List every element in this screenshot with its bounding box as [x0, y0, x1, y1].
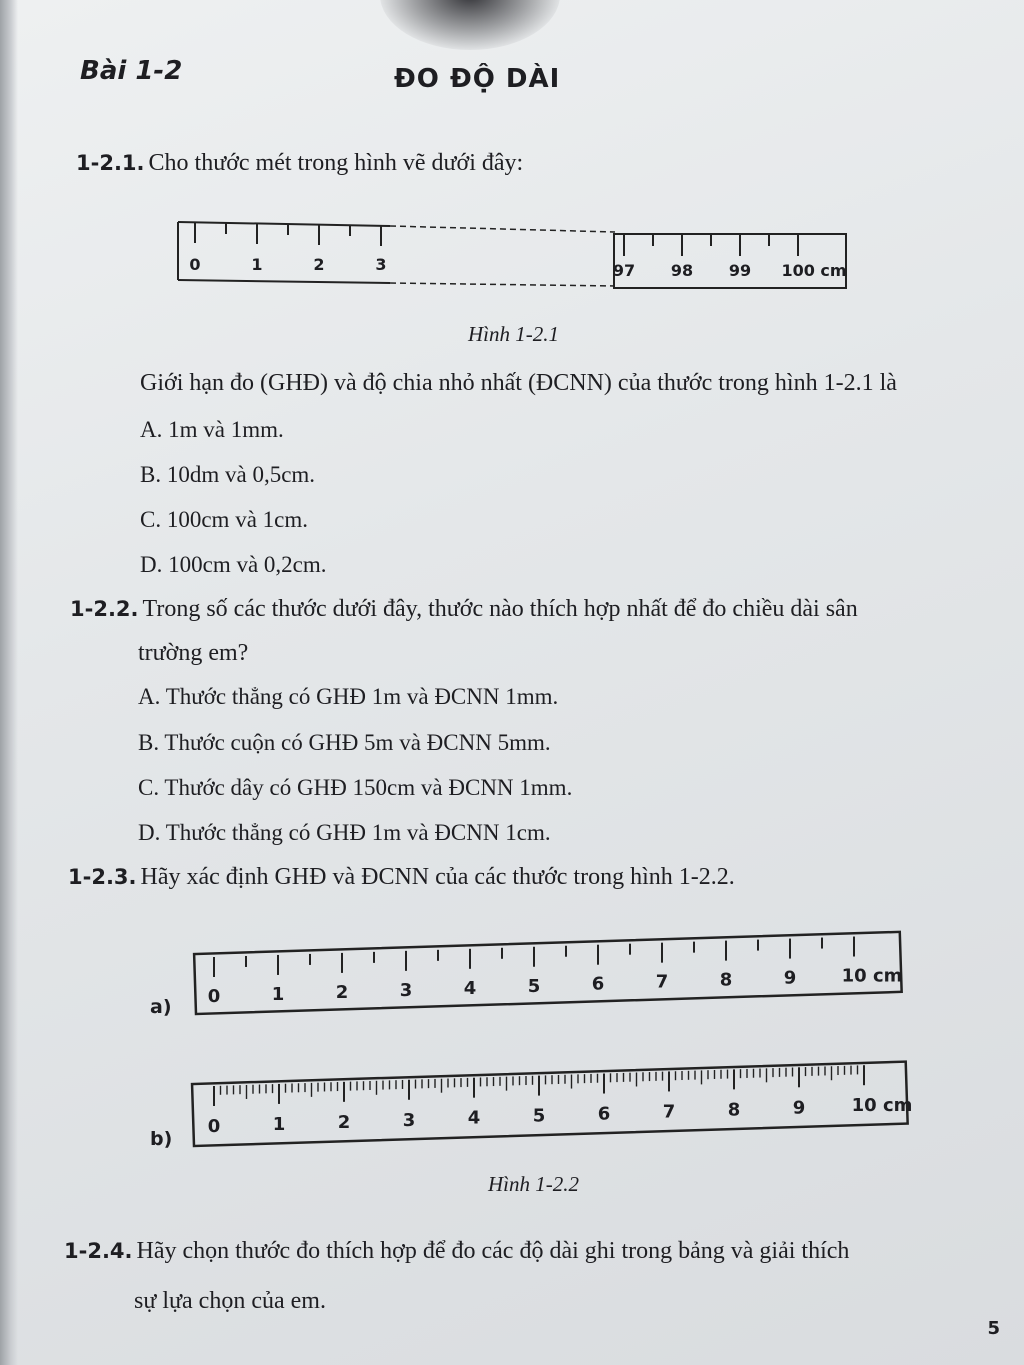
question-number: 1-2.4.	[64, 1239, 133, 1263]
tick-label: 2	[337, 1111, 351, 1133]
question-3-heading	[68, 864, 735, 891]
ruler-bottom-edge	[178, 280, 390, 283]
tick-label: 1	[251, 255, 263, 274]
tick-label: 97	[612, 261, 636, 280]
question-4-line2: sự lựa chọn của em.	[134, 1288, 326, 1314]
tick-label: 6	[591, 973, 605, 995]
ruler-dashed-bottom	[390, 283, 615, 286]
tick-label: 5	[527, 975, 541, 997]
tick-label: 4	[463, 977, 477, 999]
tick-label: 8	[727, 1099, 741, 1121]
ruler-a-label: a)	[150, 996, 172, 1018]
question-text: Trong số các thước dưới đây, thước nào thích hợp nhất để đo chiều dài sân	[142, 596, 858, 622]
tick-label: 0	[207, 1116, 221, 1137]
tick-label: 1	[272, 1113, 286, 1135]
question-2-heading	[70, 596, 858, 623]
tick-label: 2	[313, 255, 325, 274]
question-text: Hãy xác định GHĐ và ĐCNN của các thước trong hình 1-2.2.	[140, 864, 735, 890]
q2-option-a: A. Thước thẳng có GHĐ 1m và ĐCNN 1mm.	[138, 684, 559, 709]
tick-label: 2	[335, 981, 349, 1003]
question-text: Hãy chọn thước đo thích hợp để đo các độ dài ghi trong bảng và giải thích	[136, 1238, 850, 1264]
question-2-line2: trường em?	[138, 640, 249, 666]
ruler-b	[192, 1062, 912, 1146]
tick-label: 99	[728, 261, 752, 280]
q1-option-c: C. 100cm và 1cm.	[140, 507, 308, 532]
question-number: 1-2.2.	[70, 597, 139, 621]
ruler-b-label: b)	[150, 1128, 173, 1150]
q2-option-c: C. Thước dây có GHĐ 150cm và ĐCNN 1mm.	[138, 775, 573, 800]
question-number: 1-2.1.	[76, 151, 145, 175]
ruler-a	[194, 932, 902, 1014]
lesson-label: Bài 1-2	[80, 56, 183, 86]
tick-label: 6	[597, 1103, 611, 1125]
ruler-1-right-segment	[613, 234, 847, 288]
figure-1-2-2-caption: Hình 1-2.2	[488, 1172, 579, 1196]
q1-option-a: A. 1m và 1mm.	[140, 417, 284, 442]
tick-label: 1	[271, 983, 285, 1005]
tick-label: 7	[662, 1101, 676, 1123]
question-number: 1-2.3.	[68, 865, 137, 889]
q1-option-d: D. 100cm và 0,2cm.	[140, 552, 327, 577]
tick-label: 5	[532, 1105, 546, 1127]
ruler-top-edge	[178, 222, 390, 226]
page-title: ĐO ĐỘ DÀI	[394, 64, 561, 94]
page-number: 5	[987, 1318, 1000, 1339]
tick-label: 3	[375, 255, 387, 274]
q1-option-b: B. 10dm và 0,5cm.	[140, 462, 316, 487]
question-text: Cho thước mét trong hình vẽ dưới đây:	[148, 150, 524, 176]
tick-label: 7	[655, 971, 669, 993]
ruler-1-left-segment	[178, 222, 615, 286]
tick-label: 10 cm	[841, 965, 903, 987]
tick-label: 100 cm	[781, 261, 847, 280]
tick-label: 3	[399, 979, 413, 1001]
question-1-prompt: Giới hạn đo (GHĐ) và độ chia nhỏ nhất (ĐCNN) của thước trong hình 1-2.1 là	[140, 370, 897, 396]
tick-label: 9	[783, 967, 797, 989]
tick-label: 0	[207, 986, 221, 1007]
tick-label: 4	[467, 1107, 481, 1129]
tick-label: 10 cm	[851, 1095, 913, 1117]
question-4-heading	[64, 1238, 849, 1265]
tick-label: 0	[189, 255, 201, 274]
tick-label: 3	[402, 1109, 416, 1131]
figure-1-2-1-caption: Hình 1-2.1	[468, 322, 559, 346]
q2-option-b: B. Thước cuộn có GHĐ 5m và ĐCNN 5mm.	[138, 730, 551, 755]
ruler-dashed-top	[390, 226, 615, 232]
tick-label: 9	[792, 1097, 806, 1119]
tick-label: 8	[719, 969, 733, 991]
tick-label: 98	[670, 261, 694, 280]
q2-option-d: D. Thước thẳng có GHĐ 1m và ĐCNN 1cm.	[138, 820, 551, 845]
